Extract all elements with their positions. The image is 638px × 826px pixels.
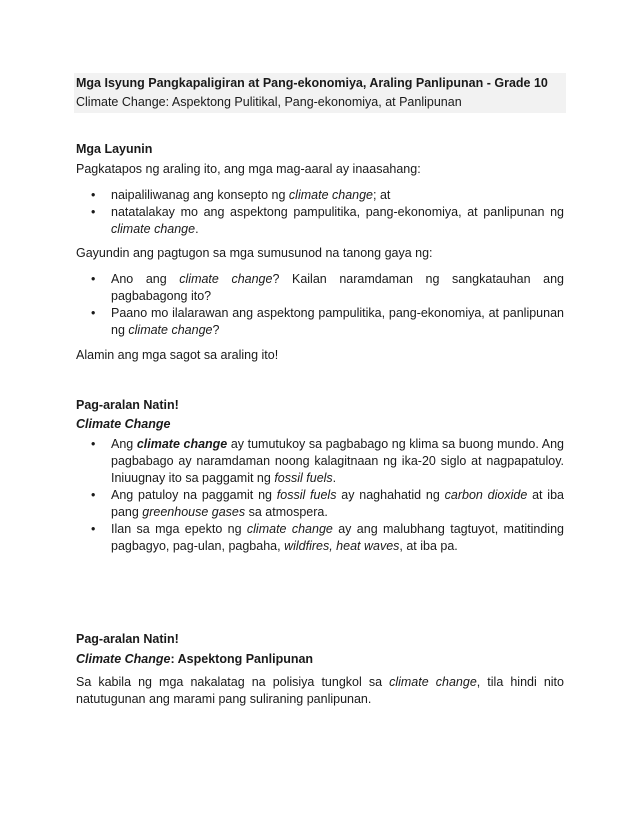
list-item: • natatalakay mo ang aspektong pampulitika, pang-ekonomiya, at panlipunan ng climate change. bbox=[91, 205, 564, 236]
bullet-icon: • bbox=[91, 272, 96, 286]
layunin-heading: Mga Layunin bbox=[76, 142, 153, 156]
questions-list bbox=[76, 271, 564, 339]
layunin-intro: Pagkatapos ng araling ito, ang mga mag-aaral ay inaasahang: bbox=[76, 162, 421, 176]
bullet-icon: • bbox=[91, 205, 96, 219]
section1-heading: Pag-aralan Natin! bbox=[76, 398, 179, 412]
list-item: • Ang patuloy na paggamit ng fossil fuels ay naghahatid ng carbon dioxide at iba pang greenhouse gases sa atmospera. bbox=[91, 488, 564, 519]
bullet-icon: • bbox=[91, 437, 96, 451]
list-item: • naipaliliwanag ang konsepto ng climate change; at bbox=[91, 188, 391, 202]
layunin-intro2: Gayundin ang pagtugon sa mga sumusunod na tanong gaya ng: bbox=[76, 246, 433, 260]
bullet-icon: • bbox=[91, 188, 96, 202]
layunin-list bbox=[76, 187, 564, 238]
list-item: • Paano mo ilalarawan ang aspektong pampulitika, pang-ekonomiya, at panlipunan ng climate change? bbox=[91, 306, 564, 337]
list-item: • Ang climate change ay tumutukoy sa pagbabago ng klima sa buong mundo. Ang pagbabago ay naramdaman noong kalagitnaan ng ika-20 siglo at nagpapatuloy. Iniuugnay ito sa paggamit ng fossil fuels. bbox=[91, 437, 564, 485]
bullet-icon: • bbox=[91, 488, 96, 502]
section1-list bbox=[76, 436, 564, 555]
document-title: Mga Isyung Pangkapaligiran at Pang-ekonomiya, Araling Panlipunan - Grade 10 bbox=[76, 76, 548, 90]
section1-subheading: Climate Change bbox=[76, 417, 171, 431]
list-item: • Ilan sa mga epekto ng climate change ay ang malubhang tagtuyot, matitinding pagbagyo, pag-ulan, pagbaha, wildfires, heat waves, at iba pa. bbox=[91, 522, 564, 553]
bullet-icon: • bbox=[91, 522, 96, 536]
list-item: • Ano ang climate change? Kailan naramdaman ng sangkatauhan ang pagbabagong ito? bbox=[91, 272, 565, 303]
section2-heading: Pag-aralan Natin! bbox=[76, 632, 179, 646]
layunin-closing: Alamin ang mga sagot sa araling ito! bbox=[76, 348, 279, 362]
bullet-icon: • bbox=[91, 306, 96, 320]
section2-subheading: Climate Change: Aspektong Panlipunan bbox=[76, 652, 314, 666]
section2-paragraph: Sa kabila ng mga nakalatag na polisiya tungkol sa climate change, tila hindi nito natutugunan ang marami pang suliraning panlipunan. bbox=[76, 675, 564, 706]
document-subtitle: Climate Change: Aspektong Pulitikal, Pang-ekonomiya, at Panlipunan bbox=[76, 95, 462, 109]
